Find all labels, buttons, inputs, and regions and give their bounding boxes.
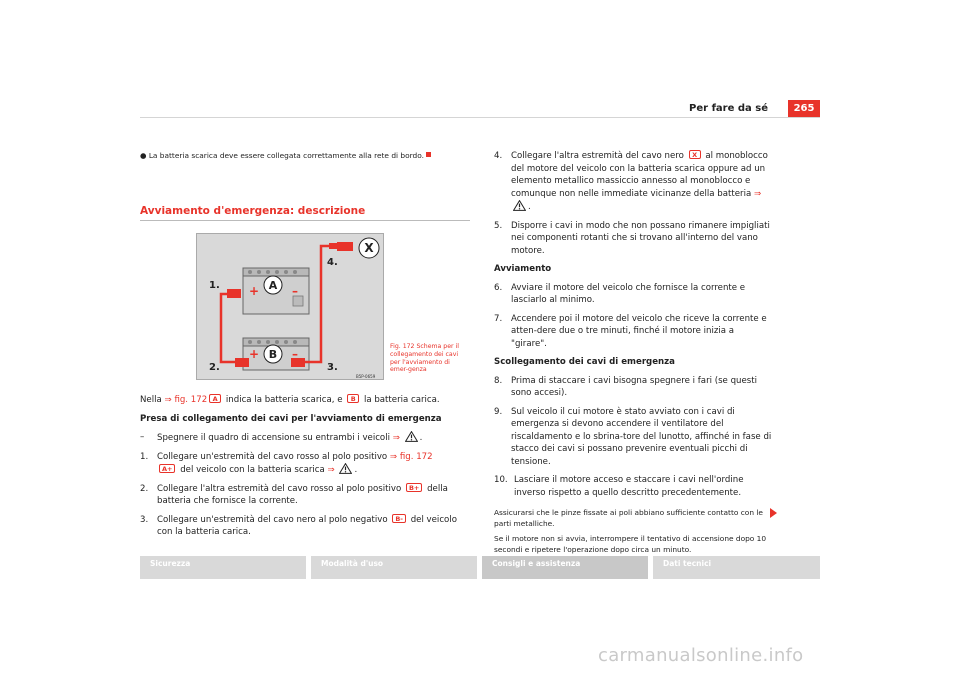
- svg-text:–: –: [292, 284, 298, 298]
- list-item: 9. Sul veicolo il cui motore è stato avviato con i cavi di emergenza si devono accendere il ventilatore del riscaldamento e lo sbrina-tore del lunotto, affinché in fase di stacco dei cavi si possano prevenire eventuali picchi di tensione.: [494, 406, 772, 467]
- arrow-icon: ⇒: [753, 188, 762, 199]
- list-item: 7. Accendere poi il motore del veicolo che riceve la corrente e atten-dere due o tre minuti, finché il motore inizia a "girare".: [494, 313, 767, 349]
- label-step-4: 4.: [327, 257, 338, 268]
- continue-arrow-icon: [770, 508, 777, 518]
- note-clamps: Assicurarsi che le pinze fissate ai poli abbiano sufficiente contatto con le parti metalliche.: [494, 508, 763, 528]
- badge-a-plus: A+: [159, 464, 175, 473]
- label-step-3: 3.: [327, 362, 338, 373]
- badge-x: X: [689, 150, 701, 159]
- warning-icon[interactable]: [513, 200, 526, 211]
- list-item: 3. Collegare un'estremità del cavo nero al polo negativo B- del veicolo con la batteria carica.: [140, 514, 457, 537]
- list-item: 10. Lasciare il motore acceso e staccare i cavi nell'ordine inverso rispetto a quello descritto precedentemente.: [494, 475, 744, 498]
- subheading-connection: Presa di collegamento dei cavi per l'avviamento di emergenza: [140, 413, 442, 424]
- intro-bullet-text: La batteria scarica deve essere collegata correttamente alla rete di bordo.: [148, 151, 424, 160]
- clamp-b-plus: [235, 358, 249, 367]
- tab-dati-tecnici[interactable]: Dati tecnici: [653, 556, 820, 579]
- figure-code: B5P-0659: [356, 374, 376, 379]
- jump-start-diagram: [196, 233, 384, 380]
- badge-a: A: [209, 394, 221, 403]
- fig-ref-link[interactable]: fig. 172: [174, 395, 208, 405]
- figure-caption: Fig. 172 Schema per il collegamento dei cavi per l'avviamento di emer-genza: [390, 343, 459, 374]
- left-column-intro: [140, 150, 470, 161]
- list-item: 4. Collegare l'altra estremità del cavo nero X al monoblocco del motore del veicolo con la batteria scarica oppure ad un elemento metallico massiccio annesso al monoblocco e comunque non nelle immediate vicinanze della batteria ⇒ .: [494, 151, 768, 212]
- running-header-title: Per fare da sé: [689, 103, 768, 114]
- tab-modalita-uso[interactable]: Modalità d'uso: [311, 556, 477, 579]
- watermark: carmanualsonline.info: [598, 645, 804, 666]
- arrow-icon: ⇒: [392, 433, 403, 443]
- note-retry: Se il motore non si avvia, interrompere il tentativo di accensione dopo 10 secondi e ripetere l'operazione dopo circa un minuto.: [494, 534, 767, 554]
- tab-consigli-assistenza[interactable]: Consigli e assistenza: [482, 556, 648, 579]
- section-title: Avviamento d'emergenza: descrizione: [140, 205, 470, 221]
- list-item: 2. Collegare l'altra estremità del cavo rosso al polo positivo B+ della batteria che fornisce la corrente.: [140, 483, 448, 506]
- arrow-icon: ⇒: [389, 451, 400, 462]
- svg-text:+: +: [249, 347, 260, 361]
- label-a: A: [268, 279, 278, 292]
- badge-b-minus: B-: [392, 514, 406, 523]
- tab-sicurezza[interactable]: Sicurezza: [140, 556, 306, 579]
- header-divider: [140, 117, 820, 118]
- label-b: B: [268, 348, 278, 361]
- list-item: 8. Prima di staccare i cavi bisogna spegnere i fari (se questi sono accesi).: [494, 375, 757, 398]
- list-item: 5. Disporre i cavi in modo che non possano rimanere impigliati nei componenti rotanti che si trovano all'interno del vano motore.: [494, 220, 770, 256]
- arrow-icon: ⇒: [164, 395, 175, 405]
- label-x: X: [364, 241, 374, 255]
- list-item: – Spegnere il quadro di accensione su entrambi i veicoli ⇒ .: [140, 432, 423, 443]
- nella-paragraph: Nella ⇒ fig. 172 A indica la batteria scarica, e B la batteria carica.: [140, 395, 440, 405]
- arrow-icon: ⇒: [327, 465, 338, 475]
- page-number: 265: [788, 100, 820, 118]
- list-item: 6. Avviare il motore del veicolo che fornisce la corrente e lasciarlo al minimo.: [494, 282, 746, 305]
- warning-icon[interactable]: [405, 431, 418, 442]
- red-cable: [221, 294, 239, 362]
- label-step-2: 2.: [209, 362, 220, 373]
- bullet-dot-icon: ●: [140, 151, 147, 160]
- intro-bullet: [140, 150, 470, 161]
- jump-start-diagram-svg: [197, 234, 385, 381]
- right-column: [494, 150, 772, 555]
- badge-b: B: [347, 394, 359, 403]
- end-of-section-icon: [426, 152, 431, 157]
- list-item: 1. Collegare un'estremità del cavo rosso al polo positivo ⇒ fig. 172 A+ del veicolo con la batteria scarica ⇒ .: [140, 451, 433, 475]
- fig-ref-link[interactable]: fig. 172: [399, 451, 433, 462]
- warning-icon[interactable]: [339, 463, 352, 474]
- label-step-1: 1.: [209, 280, 220, 291]
- subheading-avviamento: Avviamento: [494, 264, 552, 274]
- footer-nav: [140, 556, 820, 579]
- badge-b-plus: B+: [406, 483, 422, 492]
- clamp-a-plus: [227, 289, 241, 298]
- svg-text:+: +: [249, 284, 260, 298]
- clamp-x: [337, 242, 353, 251]
- left-column-body: [140, 394, 470, 545]
- subheading-scollegamento: Scollegamento dei cavi di emergenza: [494, 357, 675, 367]
- svg-text:–: –: [292, 347, 298, 361]
